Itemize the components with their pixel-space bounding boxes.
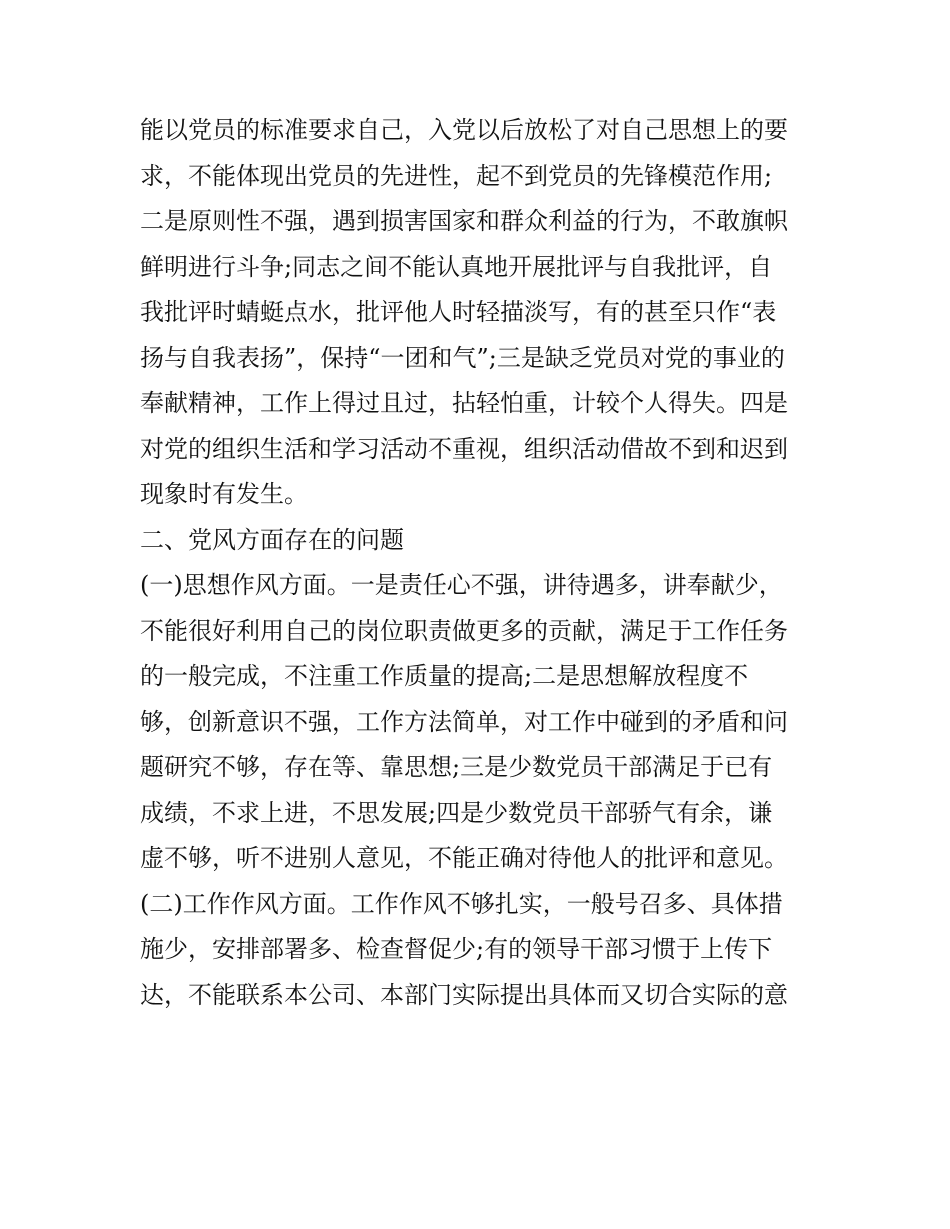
text-line: 题研究不够，存在等、靠思想;三是少数党员干部满足于已有 <box>140 753 773 781</box>
text-line: 现象时有发生。 <box>140 480 308 508</box>
text-line: 求，不能体现出党员的先进性，起不到党员的先锋模范作用; <box>140 161 773 190</box>
text-line: 够，创新意识不强，工作方法简单，对工作中碰到的矛盾和问 <box>140 707 788 736</box>
text-line: 虚不够，听不进别人意见，不能正确对待他人的批评和意见。 <box>140 844 788 872</box>
text-line: 能以党员的标准要求自己，入党以后放松了对自己思想上的要 <box>140 116 788 144</box>
text-line: 的一般完成，不注重工作质量的提高;二是思想解放程度不 <box>140 662 749 690</box>
text-line: 不能很好利用自己的岗位职责做更多的贡献，满足于工作任务 <box>140 616 788 645</box>
text-line: (二)工作作风方面。工作作风不够扎实，一般号召多、具体措 <box>140 889 783 918</box>
text-line: 奉献精神，工作上得过且过，拈轻怕重，计较个人得失。四是 <box>140 389 788 417</box>
text-line: (一)思想作风方面。一是责任心不强，讲待遇多，讲奉献少， <box>140 571 783 599</box>
text-line: 鲜明进行斗争;同志之间不能认真地开展批评与自我批评，自 <box>140 252 773 281</box>
text-line: 成绩，不求上进，不思发展;四是少数党员干部骄气有余，谦 <box>140 798 773 827</box>
text-line: 扬与自我表扬”，保持“一团和气”;三是缺乏党员对党的事业的 <box>140 343 785 372</box>
text-line: 施少，安排部署多、检查督促少;有的领导干部习惯于上传下 <box>140 935 773 963</box>
text-line: 对党的组织生活和学习活动不重视，组织活动借故不到和迟到 <box>140 434 788 463</box>
text-line: 二是原则性不强，遇到损害国家和群众利益的行为，不敢旗帜 <box>140 207 788 235</box>
section-heading: 二、党风方面存在的问题 <box>140 525 404 554</box>
document-body <box>140 108 820 1018</box>
text-line: 我批评时蜻蜓点水，批评他人时轻描淡写，有的甚至只作“表 <box>140 298 777 326</box>
text-line: 达，不能联系本公司、本部门实际提出具体而又切合实际的意 <box>140 980 788 1009</box>
